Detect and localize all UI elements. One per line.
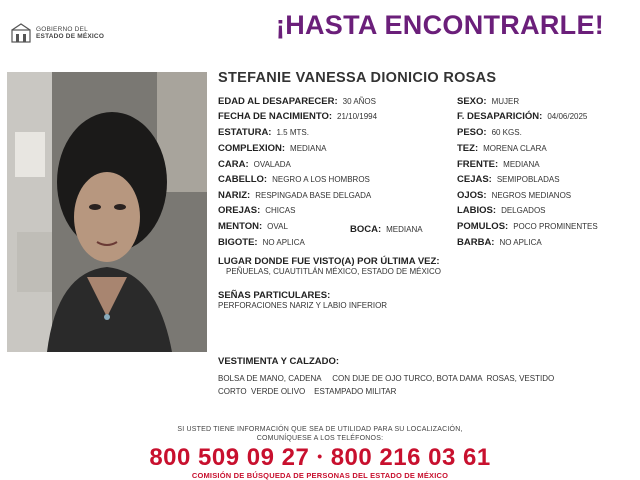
marks-text: PERFORACIONES NARIZ Y LABIO INFERIOR: [218, 301, 388, 310]
gov-line1: GOBIERNO DEL: [36, 26, 88, 33]
field-boca: BOCA: MEDIANA: [350, 224, 423, 235]
clothing-line2: CORTO VERDE OLIVO ESTAMPADO MILITAR: [218, 387, 397, 396]
field-complexion: COMPLEXION: MEDIANA: [218, 143, 327, 154]
headline: ¡HASTA ENCONTRARLE!: [275, 10, 605, 40]
missing-person-photo: [7, 72, 207, 352]
field-nariz: NARIZ: RESPINGADA BASE DELGADA: [218, 190, 372, 201]
field-bigote: BIGOTE: NO APLICA: [218, 237, 305, 248]
phone-1[interactable]: 800 509 09 27: [149, 444, 310, 471]
field-labios: LABIOS: DELGADOS: [457, 205, 546, 216]
last-seen-title: LUGAR DONDE FUE VISTO(A) POR ÚLTIMA VEZ:: [218, 256, 440, 267]
contact-info: [120, 426, 520, 443]
clothing-title: VESTIMENTA Y CALZADO:: [218, 356, 340, 367]
field-edad: EDAD AL DESAPARECER: 30 AÑOS: [218, 96, 376, 107]
field-estatura: ESTATURA: 1.5 MTS.: [218, 127, 309, 138]
field-desaparicion: F. DESAPARICIÓN: 04/06/2025: [457, 111, 588, 122]
field-barba: BARBA: NO APLICA: [457, 237, 542, 248]
field-peso: PESO: 60 KGS.: [457, 127, 522, 138]
field-cara: CARA: OVALADA: [218, 159, 291, 170]
field-menton: MENTON: OVAL: [218, 221, 288, 232]
phone-numbers: [0, 444, 640, 472]
field-ojos: OJOS: NEGROS MEDIANOS: [457, 190, 572, 201]
person-name: STEFANIE VANESSA DIONICIO ROSAS: [218, 70, 497, 86]
field-frente: FRENTE: MEDIANA: [457, 159, 540, 170]
agency-name: COMISIÓN DE BÚSQUEDA DE PERSONAS DEL ESTADO DE MÉXICO: [191, 471, 449, 480]
state-emblem-icon: [10, 22, 32, 44]
last-seen-text: PEÑUELAS, CUAUTITLÁN MÉXICO, ESTADO DE MÉXICO: [226, 267, 441, 276]
phone-2[interactable]: 800 216 03 61: [330, 444, 491, 471]
phone-separator: •: [317, 447, 323, 464]
field-sexo: SEXO: MUJER: [457, 96, 520, 107]
field-nacimiento: FECHA DE NACIMIENTO: 21/10/1994: [218, 111, 378, 122]
marks-title: SEÑAS PARTICULARES:: [218, 290, 331, 301]
gov-line2: ESTADO DE MÉXICO: [36, 33, 105, 40]
government-logo: [10, 22, 104, 44]
field-cabello: CABELLO: NEGRO A LOS HOMBROS: [218, 174, 370, 185]
clothing-text: [218, 372, 598, 398]
field-orejas: OREJAS: CHICAS: [218, 205, 296, 216]
clothing-line1: BOLSA DE MANO, CADENA CON DIJE DE OJO TURCO, BOTA DAMA ROSAS, VESTIDO: [218, 374, 555, 383]
field-tez: TEZ: MORENA CLARA: [457, 143, 547, 154]
field-pomulos: POMULOS: POCO PROMINENTES: [457, 221, 598, 232]
field-cejas: CEJAS: SEMIPOBLADAS: [457, 174, 560, 185]
info-line2: COMUNÍQUESE A LOS TELÉFONOS:: [256, 434, 384, 442]
info-line1: SI USTED TIENE INFORMACIÓN QUE SEA DE UTILIDAD PARA SU LOCALIZACIÓN,: [177, 426, 463, 433]
